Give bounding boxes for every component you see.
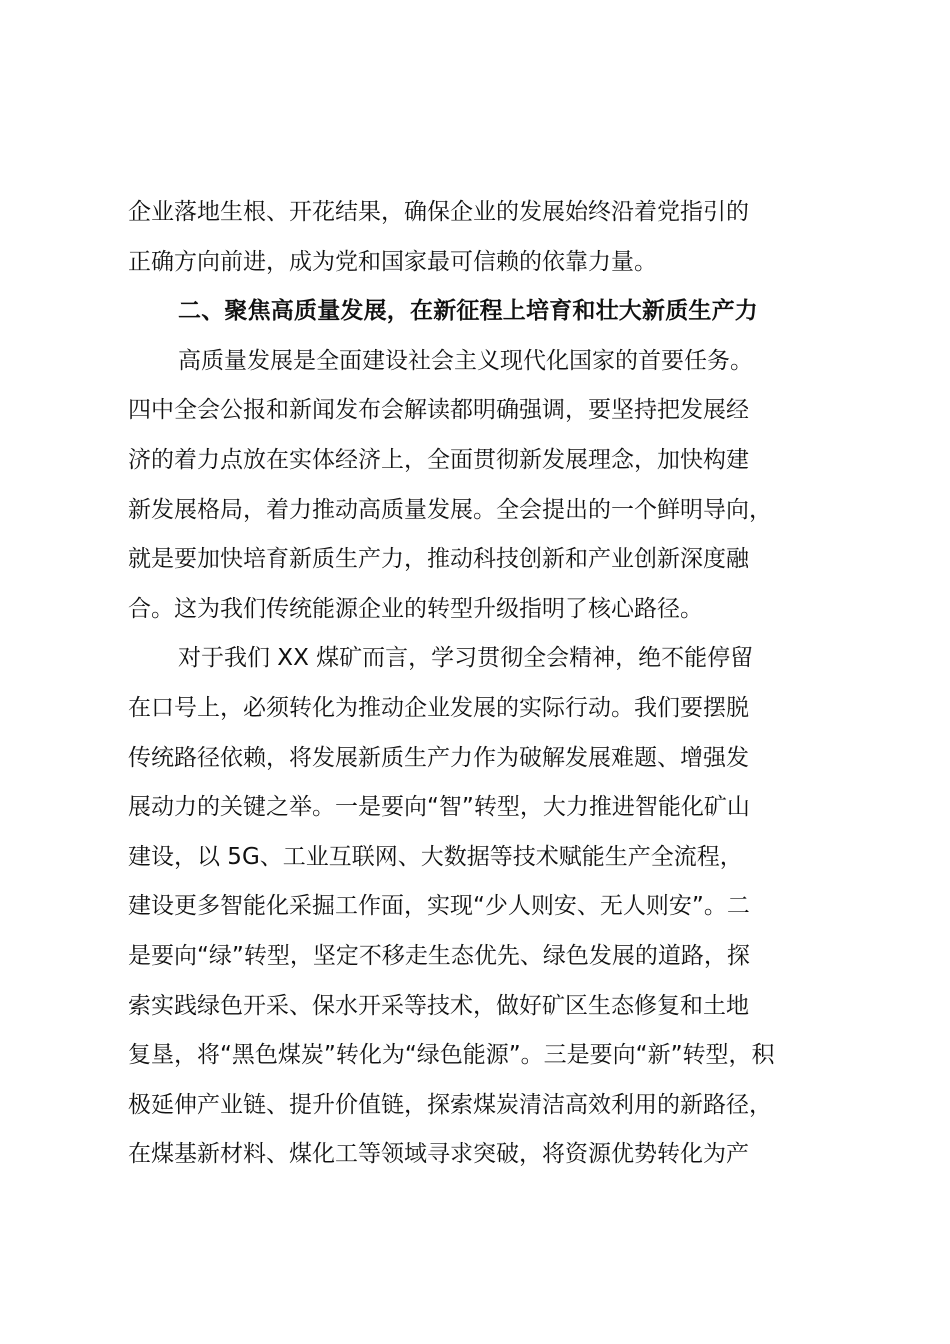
paragraph-line: 传统路径依赖，将发展新质生产力作为破解发展难题、增强发 (128, 744, 749, 771)
paragraph-line: 在口号上，必须转化为推动企业发展的实际行动。我们要摆脱 (128, 694, 749, 721)
paragraph-line: 建设，以 5G、工业互联网、大数据等技术赋能生产全流程， (128, 843, 743, 870)
paragraph-line: 索实践绿色开采、保水开采等技术，做好矿区生态修复和土地 (128, 992, 749, 1019)
paragraph-line: 极延伸产业链、提升价值链，探索煤炭清洁高效利用的新路径， (128, 1091, 772, 1118)
paragraph-line: 高质量发展是全面建设社会主义现代化国家的首要任务。 (178, 347, 753, 374)
paragraph-line: 正确方向前进，成为党和国家最可信赖的依靠力量。 (128, 248, 657, 275)
paragraph-line: 济的着力点放在实体经济上，全面贯彻新发展理念，加快构建 (128, 446, 749, 473)
section-heading: 二、聚焦高质量发展，在新征程上培育和壮大新质生产力 (178, 298, 758, 325)
paragraph-line: 在煤基新材料、煤化工等领域寻求突破，将资源优势转化为产 (128, 1141, 749, 1168)
paragraph-line: 展动力的关键之举。一是要向“智”转型，大力推进智能化矿山 (128, 794, 750, 821)
paragraph-line: 对于我们 XX 煤矿而言，学习贯彻全会精神，绝不能停留 (178, 645, 754, 672)
paragraph-line: 就是要加快培育新质生产力，推动科技创新和产业创新深度融 (128, 546, 749, 573)
document-body (128, 188, 828, 1180)
paragraph-line: 四中全会公报和新闻发布会解读都明确强调，要坚持把发展经 (128, 397, 749, 424)
paragraph-line: 建设更多智能化采掘工作面，实现“少人则安、无人则安”。二 (128, 893, 750, 920)
paragraph-line: 合。这为我们传统能源企业的转型升级指明了核心路径。 (128, 595, 703, 622)
paragraph-line: 新发展格局，着力推动高质量发展。全会提出的一个鲜明导向， (128, 496, 772, 523)
paragraph-line: 复垦，将“黑色煤炭”转化为“绿色能源”。三是要向“新”转型，积 (128, 1042, 775, 1069)
paragraph-line: 企业落地生根、开花结果，确保企业的发展始终沿着党指引的 (128, 199, 749, 225)
paragraph-line: 是要向“绿”转型，坚定不移走生态优先、绿色发展的道路，探 (128, 942, 750, 969)
